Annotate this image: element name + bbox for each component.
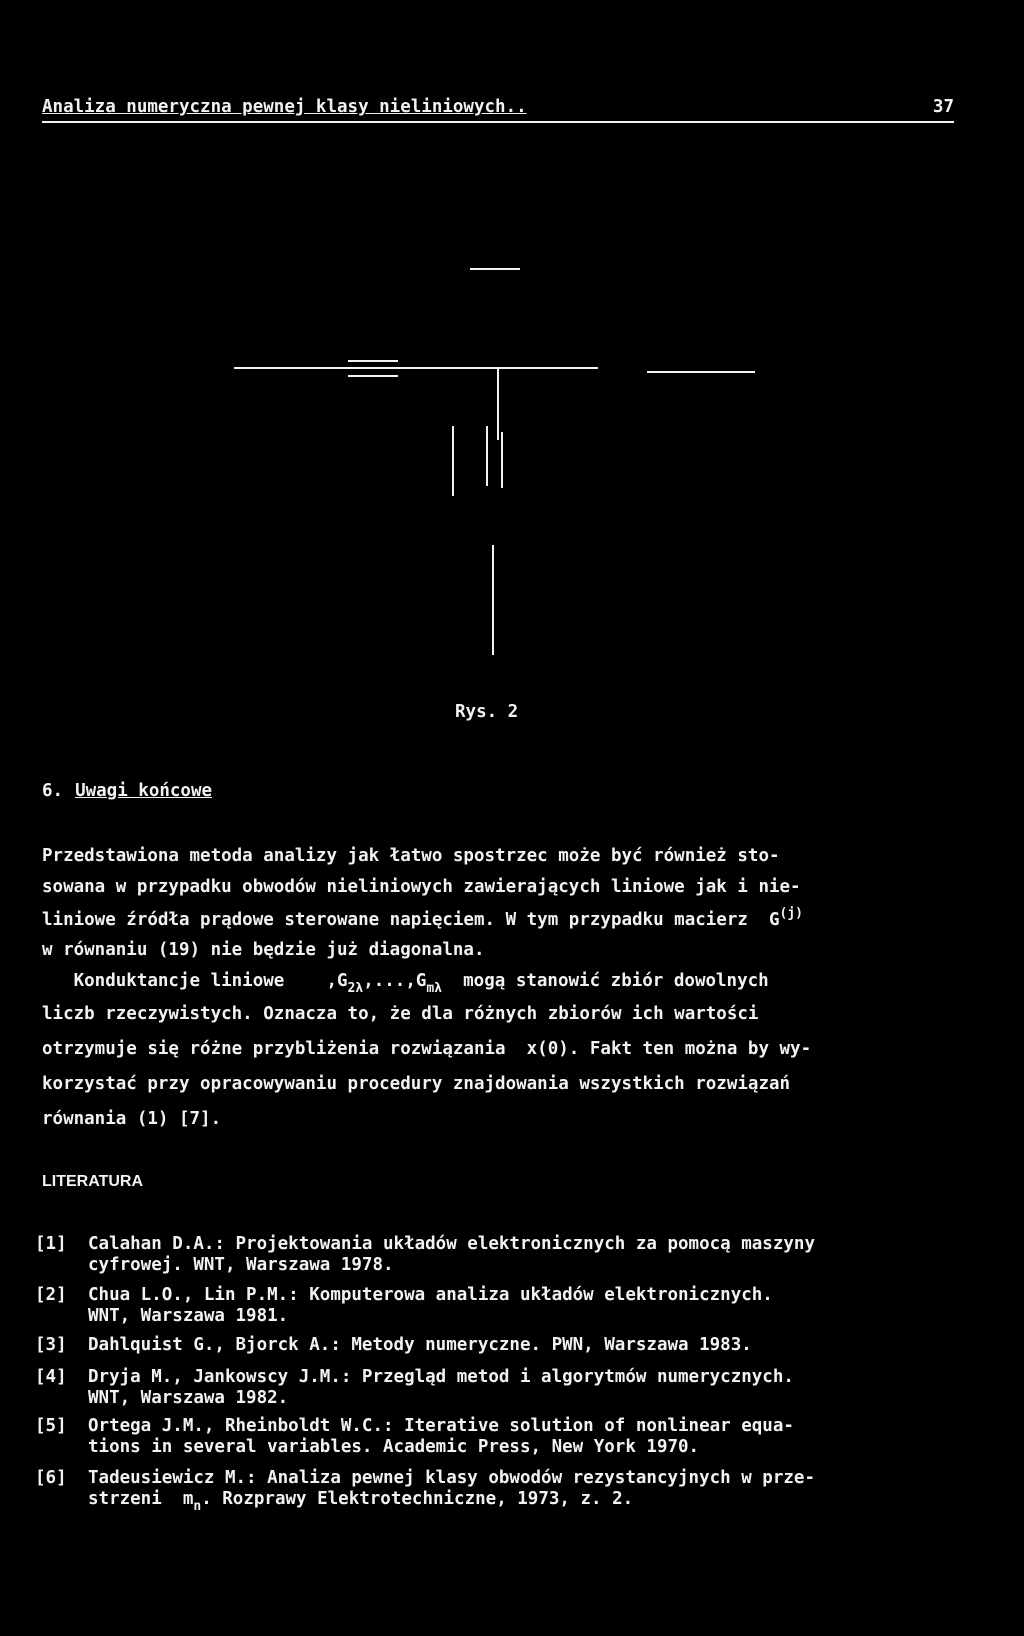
ref-number: [3]: [35, 1335, 67, 1355]
ref-number: [1]: [35, 1234, 67, 1254]
body-text: liniowe źródła prądowe sterowane napięciem. W tym przypadku macierz G: [42, 910, 780, 930]
ref-text: Dryja M., Jankowscy J.M.: Przegląd metod i algorytmów numerycznych. WNT, Warszawa 1982.: [88, 1367, 794, 1408]
superscript: (j): [779, 906, 803, 921]
figure-line: [452, 426, 454, 496]
ref-text: Ortega J.M., Rheinboldt W.C.: Iterative solution of nonlinear equa- tions in several variables. Academic Press, New York 1970.: [88, 1416, 794, 1457]
body-text: mogą stanowić zbiór dowolnych: [442, 971, 769, 991]
body-line: otrzymuje się różne przybliżenia rozwiązania x(0). Fakt ten można by wy-: [42, 1039, 812, 1059]
section-title: Uwagi końcowe: [75, 781, 213, 801]
ref-text: Chua L.O., Lin P.M.: Komputerowa analiza układów elektronicznych. WNT, Warszawa 1981.: [88, 1285, 773, 1326]
figure-line: [647, 371, 755, 373]
figure-line: [348, 360, 398, 362]
body-text: Konduktancje liniowe ,G: [42, 971, 348, 991]
figure-line: [497, 368, 499, 440]
body-line: sowana w przypadku obwodów nieliniowych zawierających liniowe jak i nie-: [42, 877, 801, 897]
ref-text: [88, 1468, 968, 1514]
page-number: 37: [932, 97, 954, 117]
ref-number: [6]: [35, 1468, 67, 1488]
body-line: liczb rzeczywistych. Oznacza to, że dla różnych zbiorów ich wartości: [42, 1004, 759, 1024]
figure-caption: Rys. 2: [455, 702, 519, 722]
ref-text-part: . Rozprawy Elektrotechniczne, 1973, z. 2.: [201, 1489, 634, 1509]
ref-text-part: Tadeusiewicz M.: Analiza pewnej klasy obwodów rezystancyjnych w prze- strzeni m: [88, 1468, 815, 1509]
body-line: równania (1) [7].: [42, 1109, 222, 1129]
section-heading: [42, 781, 212, 801]
figure-line: [348, 375, 398, 377]
ref-text: Calahan D.A.: Projektowania układów elektronicznych za pomocą maszyny cyfrowej. WNT, Warszawa 1978.: [88, 1234, 815, 1275]
figure-line: [492, 545, 494, 655]
figure-line: [470, 268, 520, 270]
subscript: mλ: [426, 981, 443, 996]
section-number: 6.: [42, 781, 64, 801]
figure-line: [486, 426, 488, 486]
ref-number: [2]: [35, 1285, 67, 1305]
literature-heading: LITERATURA: [42, 1173, 144, 1190]
header-title: Analiza numeryczna pewnej klasy nieliniowych..: [42, 97, 527, 117]
subscript: 2λ: [347, 981, 364, 996]
running-header: [42, 97, 954, 123]
ref-text: Dahlquist G., Bjorck A.: Metody numeryczne. PWN, Warszawa 1983.: [88, 1335, 752, 1355]
body-line: [42, 906, 942, 930]
body-text: ,...,G: [363, 971, 427, 991]
body-line: w równaniu (19) nie będzie już diagonalna.: [42, 940, 485, 960]
subscript: n: [193, 1499, 202, 1514]
figure-line: [501, 432, 503, 488]
ref-number: [4]: [35, 1367, 67, 1387]
body-line: Przedstawiona metoda analizy jak łatwo spostrzec może być również sto-: [42, 846, 780, 866]
figure-line: [234, 367, 598, 369]
body-line: korzystać przy opracowywaniu procedury znajdowania wszystkich rozwiązań: [42, 1074, 791, 1094]
ref-number: [5]: [35, 1416, 67, 1436]
body-line: [42, 971, 942, 996]
